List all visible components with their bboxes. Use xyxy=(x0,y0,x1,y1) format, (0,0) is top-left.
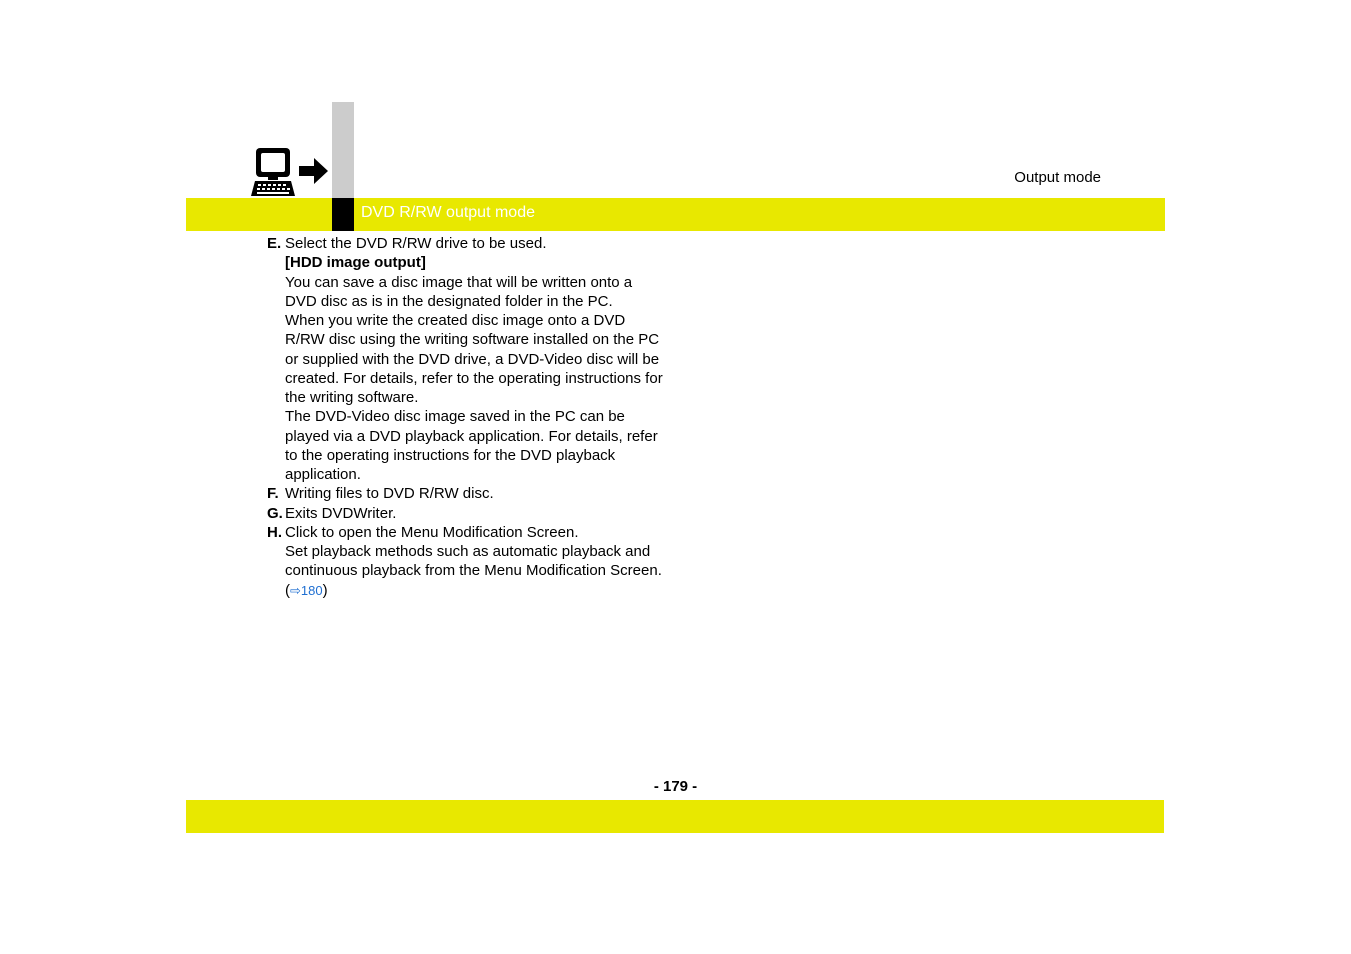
footer-bar xyxy=(186,800,1164,833)
detail-suffix: ) xyxy=(322,581,328,599)
page-link-180[interactable] xyxy=(290,583,323,598)
list-item-f xyxy=(267,484,667,503)
item-text: Click to open the Menu Modification Screen. xyxy=(285,523,579,541)
sub-heading: [HDD image output] xyxy=(285,254,426,272)
item-letter: H. xyxy=(267,523,282,541)
pc-output-icon xyxy=(249,145,331,199)
item-letter: E. xyxy=(267,235,282,252)
page-number: - 179 - xyxy=(653,778,698,795)
link-page-number: 180 xyxy=(300,582,323,598)
link-arrow-icon: ⇨ xyxy=(290,582,301,598)
item-text: Writing files to DVD R/RW disc. xyxy=(285,485,494,503)
item-text: Select the DVD R/RW drive to be used. xyxy=(285,235,547,252)
detail-text: Set playback methods such as automatic playback and continuous playback from the Menu Modification Screen. ( xyxy=(285,543,662,599)
item-body xyxy=(285,504,667,523)
list-item-e xyxy=(267,234,667,484)
header-mode-label: Output mode xyxy=(1014,169,1101,186)
section-title: DVD R/RW output mode xyxy=(361,204,535,221)
paragraph xyxy=(285,542,667,600)
instructions-list xyxy=(267,234,667,600)
item-body xyxy=(285,523,667,600)
item-body xyxy=(285,484,667,503)
section-header-marker xyxy=(332,198,354,231)
gray-tab-marker xyxy=(332,102,354,198)
paragraph: When you write the created disc image onto a DVD R/RW disc using the writing software installed on the PC or supplied with the DVD drive, a DVD-Video disc will be created. For details, refer to the operating instructions for the writing software. xyxy=(285,312,663,406)
list-item-h xyxy=(267,523,667,600)
paragraph: You can save a disc image that will be written onto a DVD disc as is in the designated folder in the PC. xyxy=(285,273,633,310)
paragraph: The DVD-Video disc image saved in the PC can be played via a DVD playback application. For details, refer to the operating instructions for the DVD playback application. xyxy=(285,408,658,483)
item-text: Exits DVDWriter. xyxy=(285,504,397,522)
item-body xyxy=(285,234,667,484)
item-letter: G. xyxy=(267,504,283,522)
item-letter: F. xyxy=(267,485,279,503)
list-item-g xyxy=(267,504,667,523)
